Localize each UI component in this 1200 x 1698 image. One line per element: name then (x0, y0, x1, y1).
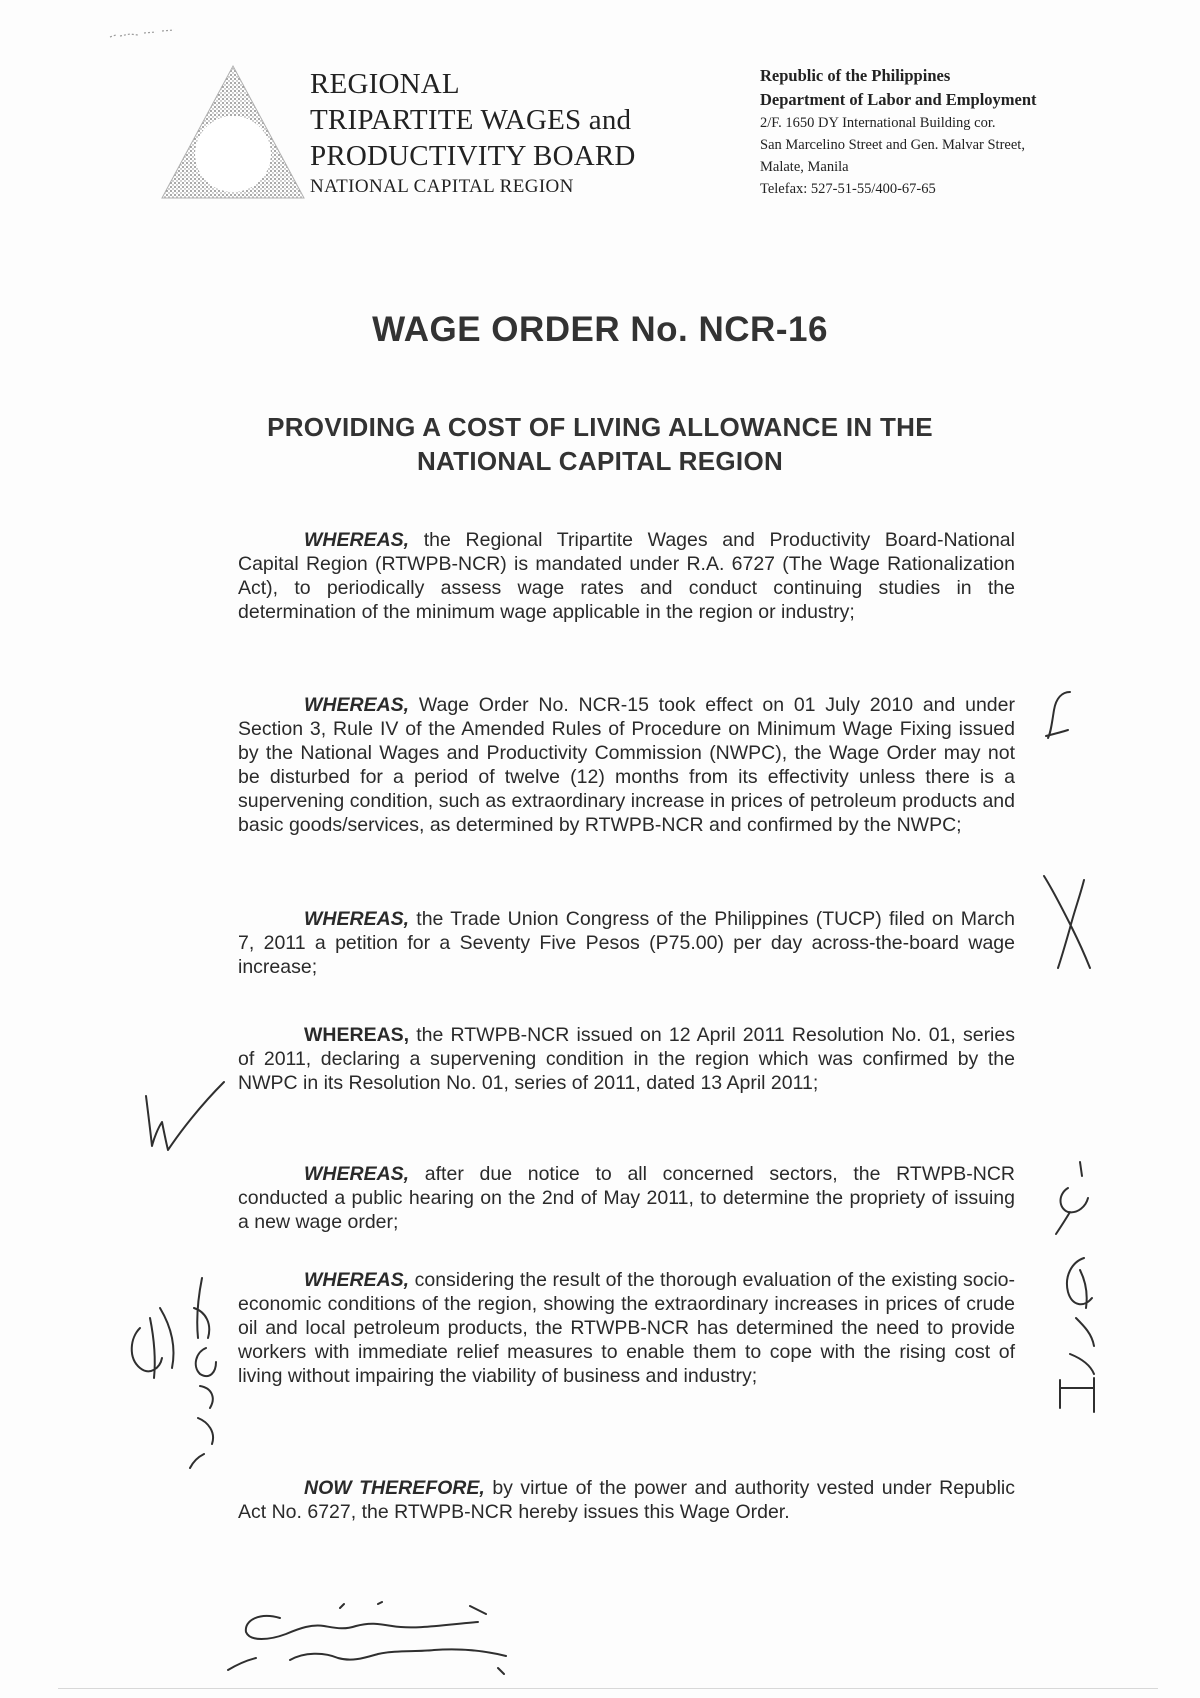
whereas-paragraph (238, 1268, 1015, 1388)
document-title: WAGE ORDER No. NCR-16 (372, 310, 828, 349)
paragraph-text: by virtue of the power and authority vested under Republic Act No. 6727, the RTWPB-NCR hereby issues this Wage Order. (238, 1477, 1016, 1523)
whereas-paragraph (238, 1162, 1015, 1234)
address-line: Malate, Manila (760, 159, 849, 175)
subtitle-line: NATIONAL CAPITAL REGION (416, 446, 784, 476)
address-line: San Marcelino Street and Gen. Malvar Street, (760, 137, 1025, 153)
paragraph-text: Wage Order No. NCR-15 took effect on 01 July 2010 and under Section 3, Rule IV of the Amended Rules of Procedure on Minimum Wage Fixing issued by the National Wages and Productivity Commission (NWPC), the Wage Order may not be disturbed for a period of twelve (12) months from its effectivity unless there is a supervening condition, such as extraordinary increase in prices of petroleum products and basic goods/services, as determined by RTWPB-NCR and confirmed by the NWPC; (238, 694, 1015, 836)
paragraph-lead: WHEREAS, (304, 529, 410, 551)
whereas-paragraph (238, 693, 1015, 837)
paragraph-lead: WHEREAS, (304, 1024, 410, 1046)
telefax-line: Telefax: 527-51-55/400-67-65 (760, 181, 936, 197)
board-name-line: REGIONAL (310, 68, 460, 100)
page-bottom-edge (58, 1688, 1158, 1689)
paragraph-lead: WHEREAS, (304, 908, 410, 930)
paragraph-text: considering the result of the thorough evaluation of the existing socio-economic conditions of the region, showing the extraordinary increases in prices of crude oil and local petroleum products, the RTWPB-NCR has determined the need to provide workers with immediate relief measures to enable them to cope with the rising cost of living without impairing the viability of business and industry; (238, 1269, 1015, 1387)
whereas-paragraph (238, 907, 1015, 979)
whereas-paragraph (238, 1023, 1015, 1095)
whereas-paragraph (238, 528, 1015, 624)
paragraph-text: the Regional Tripartite Wages and Productivity Board-National Capital Region (RTWPB-NCR) is mandated under R.A. 6727 (The Wage Rationalization Act), to periodically assess wage rates and conduct continuing studies in the determination of the minimum wage applicable in the region or industry; (238, 529, 1015, 623)
paragraph-text: after due notice to all concerned sectors, the RTWPB-NCR conducted a public hearing on the 2nd of May 2011, to determine the propriety of issuing a new wage order; (238, 1163, 1015, 1233)
margin-initial-signature (1040, 688, 1080, 742)
bottom-signature (220, 1590, 540, 1680)
board-region-line: NATIONAL CAPITAL REGION (310, 176, 574, 197)
margin-initial-signature (140, 1076, 230, 1166)
address-line: 2/F. 1650 DY International Building cor. (760, 115, 996, 131)
document-subtitle (200, 410, 1000, 478)
margin-initial-signature (1040, 872, 1100, 972)
paragraph-lead: WHEREAS, (304, 1269, 410, 1291)
margin-signature-vertical (120, 1268, 230, 1468)
board-name-line: PRODUCTIVITY BOARD (310, 140, 636, 172)
paragraph-lead: WHEREAS, (304, 1163, 410, 1185)
now-therefore-paragraph (238, 1476, 1015, 1524)
scan-speck-mark (108, 28, 178, 42)
board-logo-icon (158, 62, 308, 202)
board-name-line: TRIPARTITE WAGES and (310, 104, 632, 136)
paragraph-lead: NOW THEREFORE, (304, 1477, 485, 1499)
department-line: Department of Labor and Employment (760, 90, 1037, 109)
subtitle-line: PROVIDING A COST OF LIVING ALLOWANCE IN THE (267, 412, 933, 442)
board-name-block (310, 66, 710, 200)
margin-signature-vertical (1050, 1158, 1100, 1418)
republic-line: Republic of the Philippines (760, 66, 951, 85)
paragraph-text: the RTWPB-NCR issued on 12 April 2011 Resolution No. 01, series of 2011, declaring a supervening condition in the region which was confirmed by the NWPC in its Resolution No. 01, series of 2011, dated 13 April 2011; (238, 1024, 1015, 1094)
paragraph-lead: WHEREAS, (304, 694, 410, 716)
paragraph-text: the Trade Union Congress of the Philippines (TUCP) filed on March 7, 2011 a petition for a Seventy Five Pesos (P75.00) per day across-the-board wage increase; (238, 908, 1015, 978)
agency-address-block (760, 64, 1140, 200)
